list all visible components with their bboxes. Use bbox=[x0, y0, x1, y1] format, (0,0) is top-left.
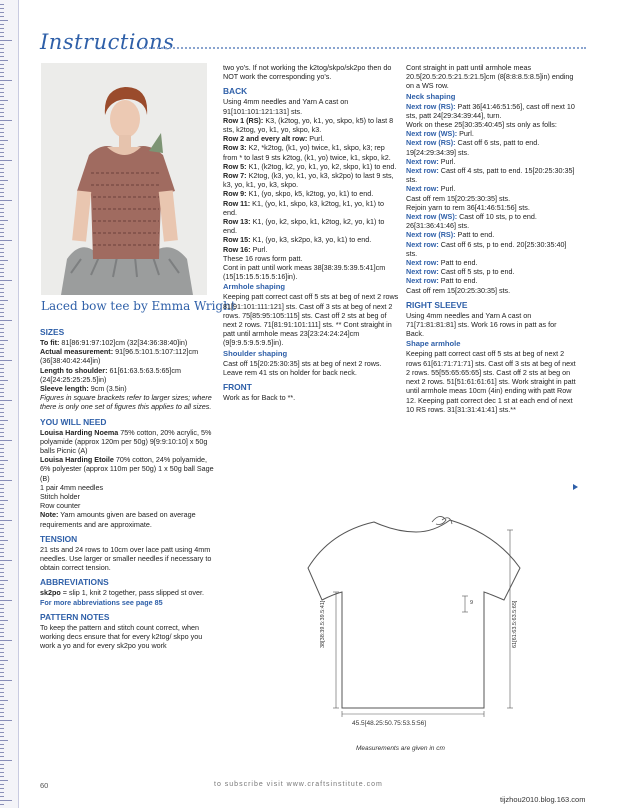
neck-row: Next row: Patt to end. bbox=[406, 258, 478, 268]
neck-row: Work on these 25[30:35:40:45] sts only as folls: bbox=[406, 120, 557, 130]
ruler-tick bbox=[0, 208, 4, 209]
ruler-tick bbox=[0, 616, 4, 617]
continue-arrow-icon bbox=[573, 484, 578, 490]
ruler-tick bbox=[0, 452, 4, 453]
ruler-tick bbox=[0, 36, 4, 37]
figures-note: Figures in square brackets refer to larger sizes; where there is only one set of figures this applies to all sizes. bbox=[40, 393, 212, 412]
ruler-tick bbox=[0, 412, 4, 413]
neck-row: Cast off rem 15[20:25:30:35] sts. bbox=[406, 193, 511, 203]
neck-row: Next row (RS): Patt to end. bbox=[406, 230, 495, 240]
ruler-tick bbox=[0, 728, 4, 729]
ruler-tick bbox=[0, 488, 4, 489]
length-to-shoulder: Length to shoulder: 61[61:63.5:63.5:65]cm (24[24:25:25:25.5]in) bbox=[40, 365, 182, 384]
armhole-shaping-text: Keeping patt correct cast off 5 sts at beg of next 2 rows 81[91:101:111:121] sts. Cast off 3 sts at beg of next 2 rows. 75[85:95:105:115] sts. Cast off 2 sts at beg of next 2 rows. 71[81:91:101:111] sts. ** Cont straight in patt until armhole meas 23[23:24:24:24]cm (9[9:9.5:9.5:9.5]in). bbox=[223, 292, 399, 348]
ruler-tick bbox=[0, 148, 4, 149]
ruler-tick bbox=[0, 376, 4, 377]
more-abbreviations-link[interactable]: For more abbreviations see page 85 bbox=[40, 597, 163, 607]
ruler-tick bbox=[0, 544, 4, 545]
ruler-tick bbox=[0, 704, 4, 705]
actual-measurement: Actual measurement: 91[96.5:101.5:107:112]cm (36[38:40:42:44]in) bbox=[40, 347, 199, 366]
ruler-tick bbox=[0, 756, 4, 757]
ruler-tick bbox=[0, 672, 4, 673]
front-text: Work as for Back to **. bbox=[223, 393, 296, 403]
cont-patt: Cont in patt until work meas 38[38:39.5:39.5:41]cm (15[15:15.5:15.5:16]in). bbox=[223, 263, 386, 282]
ruler-tick bbox=[0, 100, 8, 101]
ruler-tick bbox=[0, 680, 12, 681]
ruler-tick bbox=[0, 472, 4, 473]
ruler-tick bbox=[0, 60, 8, 61]
ruler-tick bbox=[0, 164, 4, 165]
ruler-tick bbox=[0, 736, 4, 737]
ruler-tick bbox=[0, 772, 4, 773]
ruler-tick bbox=[0, 292, 4, 293]
ruler-tick bbox=[0, 596, 4, 597]
ruler-tick bbox=[0, 700, 8, 701]
ruler-tick bbox=[0, 180, 8, 181]
ruler-tick bbox=[0, 692, 4, 693]
ruler-tick bbox=[0, 108, 4, 109]
title-divider bbox=[142, 47, 586, 49]
ruler-tick bbox=[0, 120, 12, 121]
garment-schematic bbox=[300, 508, 528, 738]
ruler-tick bbox=[0, 348, 4, 349]
ruler-tick bbox=[0, 304, 4, 305]
need-item: 1 pair 4mm needles bbox=[40, 482, 104, 492]
pattern-row: Row 7: K2tog, (k3, yo, k1, yo, k3, sk2po) to last 9 sts, k3, yo, k1, yo, k3, skpo. bbox=[223, 171, 394, 190]
yarn-1: Louisa Harding Noema 75% cotton, 20% acrylic, 5% polyamide (approx 120m per 50g) 9[9:9:10:10] x 50g balls Picnic (A) bbox=[40, 427, 212, 456]
ruler-tick bbox=[0, 448, 4, 449]
ruler-tick bbox=[0, 236, 4, 237]
right-sleeve-text: Using 4mm needles and Yarn A cast on 71[71:81:81:81] sts. Work 16 rows in patt as for Back. bbox=[406, 310, 557, 339]
ruler-tick bbox=[0, 476, 4, 477]
ruler-tick bbox=[0, 580, 8, 581]
ruler-tick bbox=[0, 132, 4, 133]
ruler-tick bbox=[0, 792, 4, 793]
ruler-tick bbox=[0, 752, 4, 753]
ruler-tick bbox=[0, 504, 4, 505]
ruler-tick bbox=[0, 784, 4, 785]
ruler-tick bbox=[0, 512, 4, 513]
sleeve-length: Sleeve length: 9cm (3.5in) bbox=[40, 384, 127, 394]
ruler-tick bbox=[0, 44, 4, 45]
ruler-tick bbox=[0, 368, 4, 369]
ruler-tick bbox=[0, 280, 12, 281]
ruler-tick bbox=[0, 128, 4, 129]
ruler-tick bbox=[0, 416, 4, 417]
ruler-tick bbox=[0, 76, 4, 77]
ruler-tick bbox=[0, 20, 8, 21]
ruler-tick bbox=[0, 712, 4, 713]
ruler-tick bbox=[0, 116, 4, 117]
ruler-tick bbox=[0, 224, 4, 225]
width-measurement: 45.5[48.25:50.75:53.5:56] bbox=[352, 720, 427, 727]
ruler-tick bbox=[0, 52, 4, 53]
ruler-tick bbox=[0, 220, 8, 221]
ruler-tick bbox=[0, 748, 4, 749]
back-heading: BACK bbox=[223, 86, 248, 97]
need-item: Stitch holder bbox=[40, 492, 80, 502]
ruler-tick bbox=[0, 800, 12, 801]
ruler-tick bbox=[0, 260, 8, 261]
ruler-tick bbox=[0, 424, 4, 425]
ruler-tick bbox=[0, 604, 4, 605]
ruler-tick bbox=[0, 584, 4, 585]
ruler-tick bbox=[0, 352, 4, 353]
neck-row: Rejoin yarn to rem 36[41:46:51:56] sts. bbox=[406, 202, 530, 212]
ruler-tick bbox=[0, 212, 4, 213]
ruler-tick bbox=[0, 536, 4, 537]
armhole-shaping-heading: Armhole shaping bbox=[223, 282, 286, 292]
woman-in-tee-image bbox=[41, 63, 207, 295]
pattern-row: Row 5: K1, (k2tog, k2, yo, k1, yo, k2, skpo, k1) to end. bbox=[223, 161, 397, 171]
ruler-tick bbox=[0, 244, 4, 245]
ruler-tick bbox=[0, 400, 12, 401]
ruler-tick bbox=[0, 188, 4, 189]
ruler-tick bbox=[0, 612, 4, 613]
ruler-tick bbox=[0, 232, 4, 233]
ruler-tick bbox=[0, 788, 4, 789]
ruler-tick bbox=[0, 80, 12, 81]
ruler-tick bbox=[0, 460, 8, 461]
ruler-tick bbox=[0, 312, 4, 313]
ruler-tick bbox=[0, 40, 12, 41]
ruler-tick bbox=[0, 380, 8, 381]
sleeve-measurement: 9 bbox=[470, 600, 474, 606]
ruler-tick bbox=[0, 620, 8, 621]
pattern-notes-text: To keep the pattern and stitch count correct, when working decs ensure that for every k2tog/ skpo you work a yo and for every sk2po you work bbox=[40, 622, 203, 651]
ruler-tick bbox=[0, 444, 4, 445]
ruler-tick bbox=[0, 804, 4, 805]
ruler-tick bbox=[0, 140, 8, 141]
ruler-tick bbox=[0, 248, 4, 249]
ruler-tick bbox=[0, 92, 4, 93]
abbreviations-heading: ABBREVIATIONS bbox=[40, 577, 109, 588]
neck-row: Next row (WS): Cast off 10 sts, p to end. 26[31:36:41:46] sts. bbox=[406, 212, 537, 231]
ruler-tick bbox=[0, 8, 4, 9]
shape-armhole-heading: Shape armhole bbox=[406, 339, 461, 349]
ruler-tick bbox=[0, 516, 4, 517]
ruler-tick bbox=[0, 720, 12, 721]
side-measurement: 38[38:39.5:39.5:41] bbox=[320, 600, 326, 648]
ruler-tick bbox=[0, 96, 4, 97]
ruler-tick bbox=[0, 656, 4, 657]
shape-armhole-text: Keeping patt correct cast off 5 sts at beg of next 2 rows 61[61:71:71:71] sts. Cast off 3 sts at beg of next 2 rows. 55[55:65:65:65] sts. Cast off 2 sts at beg on next 2 rows. 51[51:61:61:61] sts. Work straight in patt until armhole meas 10cm (4in) ending with patt Row 12. Keeping patt correct dec 1 st at each end of next 10 RS rows. 31[31:31:41:41] sts.** bbox=[406, 349, 576, 414]
ruler-tick bbox=[0, 660, 8, 661]
ruler-tick bbox=[0, 264, 4, 265]
ruler-tick bbox=[0, 572, 4, 573]
ruler-tick bbox=[0, 480, 12, 481]
ruler-tick bbox=[0, 272, 4, 273]
ruler-tick bbox=[0, 28, 4, 29]
ruler-tick bbox=[0, 576, 4, 577]
ruler-tick bbox=[0, 776, 4, 777]
ruler-tick bbox=[0, 172, 4, 173]
ruler-tick bbox=[0, 16, 4, 17]
ruler-tick bbox=[0, 276, 4, 277]
ruler-tick bbox=[0, 168, 4, 169]
tension-heading: TENSION bbox=[40, 533, 78, 544]
sizes-heading: SIZES bbox=[40, 327, 65, 337]
ruler-tick bbox=[0, 344, 4, 345]
photo-caption: Laced bow tee by Emma Wright bbox=[41, 299, 236, 313]
ruler-tick bbox=[0, 724, 4, 725]
ruler-tick bbox=[0, 204, 4, 205]
pattern-row: Row 3: K2, *k2tog, (k1, yo) twice, k1, skpo, k3; rep from * to last 9 sts k2tog, (k1, yo) twice, k1, skpo, k2. bbox=[223, 143, 391, 162]
pattern-row: Row 11: K1, (yo, k1, skpo, k3, k2tog, k1, yo, k1) to end. bbox=[223, 198, 385, 217]
length-measurement: 61[61:63.5:63.5:65] bbox=[512, 600, 518, 648]
ruler-tick bbox=[0, 316, 4, 317]
ruler-tick bbox=[0, 496, 4, 497]
pattern-row: Row 1 (RS): K3, (k2tog, yo, k1, yo, skpo, k5) to last 8 sts, k2tog, yo, k1, yo, skpo, k3. bbox=[223, 115, 394, 135]
ruler-tick bbox=[0, 112, 4, 113]
ruler-tick bbox=[0, 124, 4, 125]
ruler-tick bbox=[0, 556, 4, 557]
ruler-tick bbox=[0, 356, 4, 357]
ruler-tick bbox=[0, 328, 4, 329]
ruler-tick bbox=[0, 796, 4, 797]
ruler-tick bbox=[0, 364, 4, 365]
ruler-tick bbox=[0, 780, 8, 781]
ruler-tick bbox=[0, 548, 4, 549]
ruler-tick bbox=[0, 388, 4, 389]
ruler-tick bbox=[0, 688, 4, 689]
ruler-tick bbox=[0, 256, 4, 257]
pattern-row: Row 16: Purl. bbox=[223, 244, 268, 254]
ruler-tick bbox=[0, 552, 4, 553]
page-number: 60 bbox=[40, 781, 49, 790]
sk2po-definition: sk2po = slip 1, knit 2 together, pass slipped st over. bbox=[40, 588, 205, 598]
ruler-tick bbox=[0, 360, 12, 361]
tension-text: 21 sts and 24 rows to 10cm over lace patt using 4mm needles. Use larger or smaller needles if necessary to obtain correct tension. bbox=[40, 544, 212, 573]
ruler-tick bbox=[0, 32, 4, 33]
ruler-tick bbox=[0, 684, 4, 685]
ruler-tick bbox=[0, 628, 4, 629]
ruler-tick bbox=[0, 4, 4, 5]
ruler-tick bbox=[0, 608, 4, 609]
ruler-tick bbox=[0, 492, 4, 493]
ruler-tick bbox=[0, 744, 4, 745]
shoulder-shaping-heading: Shoulder shaping bbox=[223, 348, 288, 358]
ruler-tick bbox=[0, 384, 4, 385]
ruler-tick bbox=[0, 760, 12, 761]
ruler-tick bbox=[0, 200, 12, 201]
ruler-tick bbox=[0, 420, 8, 421]
ruler-tick bbox=[0, 252, 4, 253]
ruler-tick bbox=[0, 340, 8, 341]
ruler-tick bbox=[0, 136, 4, 137]
ruler-tick bbox=[0, 648, 4, 649]
front-continued: Cont straight in patt until armhole meas 20.5[20.5:20.5:21.5:21.5]cm (8[8:8:8.5:8.5]in) ending on a WS row. bbox=[406, 63, 574, 91]
ruler-tick bbox=[0, 632, 4, 633]
ruler-tick bbox=[0, 300, 8, 301]
ruler-tick bbox=[0, 216, 4, 217]
ruler-tick bbox=[0, 56, 4, 57]
neck-row: Cast off rem 15[20:25:30:35] sts. bbox=[406, 285, 511, 295]
ruler-tick bbox=[0, 560, 12, 561]
to-fit: To fit: 81[86:91:97:102]cm (32[34:36:38:40]in) bbox=[40, 338, 188, 347]
ruler-tick bbox=[0, 64, 4, 65]
ruler-tick bbox=[0, 396, 4, 397]
ruler-tick bbox=[0, 532, 4, 533]
margin-ruler bbox=[0, 0, 19, 808]
pattern-row: Row 2 and every alt row: Purl. bbox=[223, 134, 325, 144]
ruler-tick bbox=[0, 320, 12, 321]
ruler-tick bbox=[0, 588, 4, 589]
model-photo bbox=[41, 63, 207, 295]
ruler-tick bbox=[0, 716, 4, 717]
ruler-tick bbox=[0, 156, 4, 157]
ruler-tick bbox=[0, 764, 4, 765]
yarn-note: Note: Yarn amounts given are based on average requirements and are approximate. bbox=[40, 510, 196, 529]
neck-row: Next row: Patt to end. bbox=[406, 276, 478, 286]
ruler-tick bbox=[0, 664, 4, 665]
page-title: Instructions bbox=[40, 30, 175, 54]
subscribe-line: to subscribe visit www.craftsinstitute.com bbox=[214, 781, 383, 788]
ruler-tick bbox=[0, 640, 12, 641]
ruler-tick bbox=[0, 104, 4, 105]
ruler-tick bbox=[0, 176, 4, 177]
neck-shaping-heading: Neck shaping bbox=[406, 91, 456, 101]
ruler-tick bbox=[0, 392, 4, 393]
ruler-tick bbox=[0, 464, 4, 465]
ruler-tick bbox=[0, 676, 4, 677]
ruler-tick bbox=[0, 336, 4, 337]
ruler-tick bbox=[0, 268, 4, 269]
ruler-tick bbox=[0, 568, 4, 569]
ruler-tick bbox=[0, 456, 4, 457]
shoulder-shaping-text: Cast off 15[20:25:30:35] sts at beg of next 2 rows. Leave rem 41 sts on holder for back neck. bbox=[223, 358, 382, 377]
right-sleeve-heading: RIGHT SLEEVE bbox=[406, 299, 468, 310]
need-item: Row counter bbox=[40, 501, 81, 511]
neck-row: Next row: Cast off 4 sts, patt to end. 15[20:25:30:35] sts. bbox=[406, 166, 575, 185]
measurements-note: Measurements are given in cm bbox=[356, 745, 445, 752]
neck-row: Next row (RS): Patt 36[41:46:51:56], cast off next 10 sts, patt 24[29:34:39:44], turn. bbox=[406, 101, 575, 120]
middle-column bbox=[223, 63, 399, 402]
right-column bbox=[406, 63, 576, 414]
neck-row: Next row: Purl. bbox=[406, 156, 456, 166]
you-will-need-heading: YOU WILL NEED bbox=[40, 416, 107, 427]
ruler-tick bbox=[0, 508, 4, 509]
neck-row: Next row: Purl. bbox=[406, 184, 456, 194]
ruler-tick bbox=[0, 12, 4, 13]
ruler-tick bbox=[0, 332, 4, 333]
ruler-tick bbox=[0, 484, 4, 485]
watermark-text: tijzhou2010.blog.163.com bbox=[500, 795, 586, 804]
ruler-tick bbox=[0, 428, 4, 429]
ruler-tick bbox=[0, 240, 12, 241]
ruler-tick bbox=[0, 308, 4, 309]
neck-row: Next row: Cast off 5 sts, p to end. bbox=[406, 267, 515, 277]
ruler-tick bbox=[0, 652, 4, 653]
back-cast-on: Using 4mm needles and Yarn A cast on 91[101:101:121:131] sts. bbox=[223, 97, 349, 116]
ruler-tick bbox=[0, 644, 4, 645]
ruler-tick bbox=[0, 160, 12, 161]
ruler-tick bbox=[0, 48, 4, 49]
ruler-tick bbox=[0, 768, 4, 769]
front-heading: FRONT bbox=[223, 382, 252, 393]
tee-outline-diagram bbox=[300, 508, 528, 738]
neck-row: Next row (WS): Purl. bbox=[406, 129, 474, 139]
ruler-tick bbox=[0, 324, 4, 325]
ruler-tick bbox=[0, 636, 4, 637]
pattern-row: Row 13: K1, (yo, k2, skpo, k1, k2tog, k2, yo, k1) to end. bbox=[223, 217, 385, 236]
ruler-tick bbox=[0, 600, 12, 601]
ruler-tick bbox=[0, 404, 4, 405]
ruler-tick bbox=[0, 524, 4, 525]
ruler-tick bbox=[0, 592, 4, 593]
ruler-tick bbox=[0, 68, 4, 69]
ruler-tick bbox=[0, 468, 4, 469]
ruler-tick bbox=[0, 84, 4, 85]
ruler-tick bbox=[0, 192, 4, 193]
left-column bbox=[40, 322, 216, 650]
notes-continued: two yo's. If not working the k2tog/skpo/sk2po then do NOT work the corresponding yo's. bbox=[223, 63, 392, 82]
pattern-row: Row 15: K1, (yo, k3, sk2po, k3, yo, k1) to end. bbox=[223, 235, 372, 245]
ruler-tick bbox=[0, 540, 8, 541]
rows-form-patt: These 16 rows form patt. bbox=[223, 253, 303, 263]
ruler-tick bbox=[0, 432, 4, 433]
ruler-tick bbox=[0, 668, 4, 669]
ruler-tick bbox=[0, 740, 8, 741]
ruler-tick bbox=[0, 624, 4, 625]
ruler-tick bbox=[0, 24, 4, 25]
ruler-tick bbox=[0, 440, 12, 441]
ruler-tick bbox=[0, 372, 4, 373]
pattern-row: Row 9: K1, (yo, skpo, k5, k2tog, yo, k1) to end. bbox=[223, 189, 374, 199]
ruler-tick bbox=[0, 88, 4, 89]
ruler-tick bbox=[0, 500, 8, 501]
ruler-tick bbox=[0, 72, 4, 73]
ruler-tick bbox=[0, 436, 4, 437]
ruler-tick bbox=[0, 288, 4, 289]
ruler-tick bbox=[0, 196, 4, 197]
ruler-tick bbox=[0, 152, 4, 153]
ruler-tick bbox=[0, 732, 4, 733]
neck-row: Next row (RS): Cast off 6 sts, patt to end. 19[24:29:34:39] sts. bbox=[406, 138, 540, 157]
yarn-2: Louisa Harding Etoile 70% cotton, 24% polyamide, 6% polyester (approx 110m per 50g) 1 x 50g ball Sage (B) bbox=[40, 455, 214, 483]
neck-row: Next row: Cast off 6 sts, p to end. 20[25:30:35:40] sts. bbox=[406, 239, 567, 258]
ruler-tick bbox=[0, 296, 4, 297]
ruler-tick bbox=[0, 528, 4, 529]
ruler-tick bbox=[0, 708, 4, 709]
ruler-tick bbox=[0, 696, 4, 697]
ruler-tick bbox=[0, 184, 4, 185]
ruler-tick bbox=[0, 228, 4, 229]
pattern-notes-heading: PATTERN NOTES bbox=[40, 611, 110, 622]
ruler-tick bbox=[0, 408, 4, 409]
ruler-tick bbox=[0, 144, 4, 145]
ruler-tick bbox=[0, 284, 4, 285]
ruler-tick bbox=[0, 520, 12, 521]
ruler-tick bbox=[0, 564, 4, 565]
